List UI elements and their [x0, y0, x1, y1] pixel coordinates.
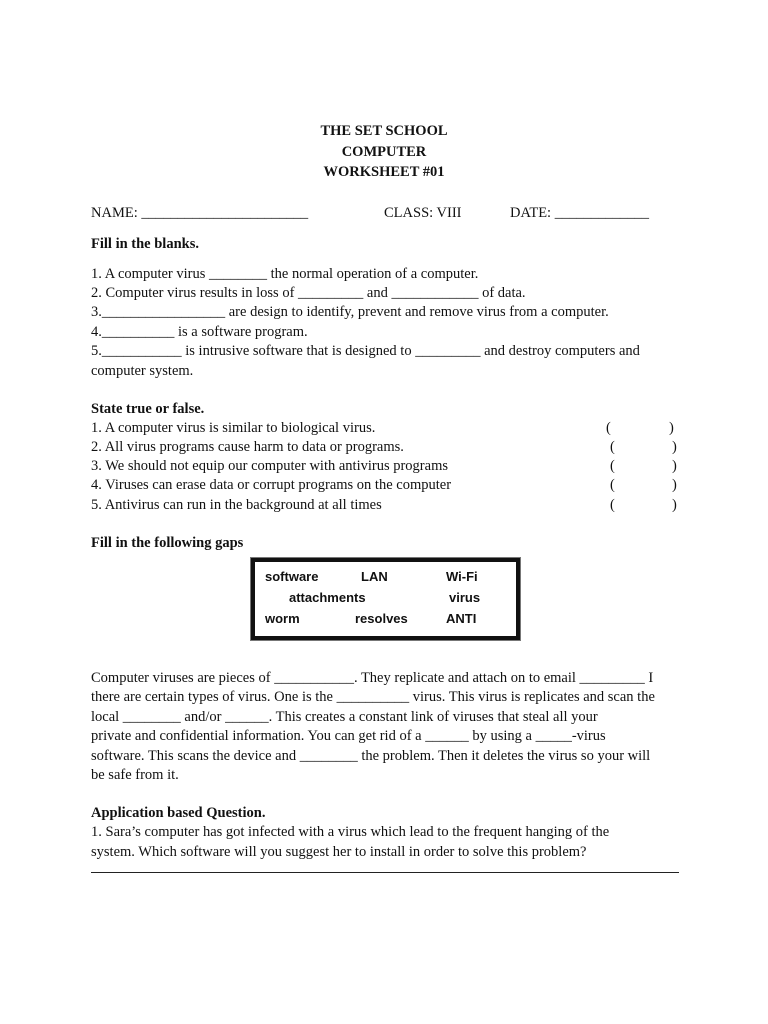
worksheet-title: WORKSHEET #01 [323, 164, 445, 180]
gap-passage-line: software. This scans the device and ________ the problem. Then it deletes the virus so your will [91, 748, 651, 764]
gaps-heading: Fill in the following gaps [91, 535, 244, 551]
class-field: CLASS: VIII [384, 205, 462, 221]
application-heading: Application based Question. [91, 805, 266, 821]
gap-passage-line: be safe from it. [91, 767, 179, 783]
word-bank-word: virus [449, 590, 481, 605]
gap-passage-line: Computer viruses are pieces of ___________. They replicate and attach on to email _________ I [91, 670, 654, 686]
fill-blank-item: 3._________________ are design to identify, prevent and remove virus from a computer. [91, 304, 609, 320]
gap-passage-line: private and confidential information. You can get rid of a ______ by using a _____-virus [91, 728, 606, 744]
word-bank-word: Wi-Fi [446, 569, 478, 584]
fill-blank-item: 4.__________ is a software program. [91, 324, 308, 340]
subject-title: COMPUTER [341, 144, 427, 160]
answer-close-paren: ) [672, 458, 677, 474]
application-question-line: 1. Sara’s computer has got infected with a virus which lead to the frequent hanging of the [91, 824, 610, 840]
answer-close-paren: ) [669, 420, 674, 436]
true-false-item: 1. A computer virus is similar to biological virus. [91, 420, 376, 436]
word-bank-word: attachments [289, 590, 366, 605]
true-false-item: 5. Antivirus can run in the background at all times [91, 497, 382, 513]
school-name: THE SET SCHOOL [320, 123, 448, 139]
word-bank-box [251, 558, 520, 640]
answer-close-paren: ) [672, 439, 677, 455]
fill-blank-item: computer system. [91, 363, 194, 379]
answer-open-paren: ( [610, 458, 615, 474]
true-false-item: 2. All virus programs cause harm to data or programs. [91, 439, 404, 455]
application-question-line: system. Which software will you suggest her to install in order to solve this problem? [91, 844, 587, 860]
true-false-item: 3. We should not equip our computer with antivirus programs [91, 458, 448, 474]
fill-blank-item: 1. A computer virus ________ the normal operation of a computer. [91, 266, 479, 282]
word-bank-word: worm [265, 611, 300, 626]
true-false-heading: State true or false. [91, 401, 205, 417]
word-bank-word: ANTI [446, 611, 477, 626]
fill-blank-item: 5.___________ is intrusive software that is designed to _________ and destroy computers and [91, 343, 640, 359]
answer-open-paren: ( [610, 439, 615, 455]
answer-open-paren: ( [606, 420, 611, 436]
fill-blanks-heading: Fill in the blanks. [91, 236, 199, 252]
answer-line [91, 872, 679, 873]
fill-blank-item: 2. Computer virus results in loss of _________ and ____________ of data. [91, 285, 526, 301]
word-bank-word: software [265, 569, 319, 584]
answer-open-paren: ( [610, 497, 615, 513]
name-field: NAME: _______________________ [91, 205, 309, 221]
gap-passage-line: local ________ and/or ______. This creates a constant link of viruses that steal all your [91, 709, 598, 725]
true-false-item: 4. Viruses can erase data or corrupt programs on the computer [91, 477, 452, 493]
word-bank-word: LAN [361, 569, 388, 584]
answer-open-paren: ( [610, 477, 615, 493]
gap-passage-line: there are certain types of virus. One is the __________ virus. This virus is replicates and scan the [91, 689, 655, 705]
answer-close-paren: ) [672, 497, 677, 513]
date-field: DATE: _____________ [510, 205, 649, 221]
word-bank-word: resolves [355, 611, 408, 626]
answer-close-paren: ) [672, 477, 677, 493]
